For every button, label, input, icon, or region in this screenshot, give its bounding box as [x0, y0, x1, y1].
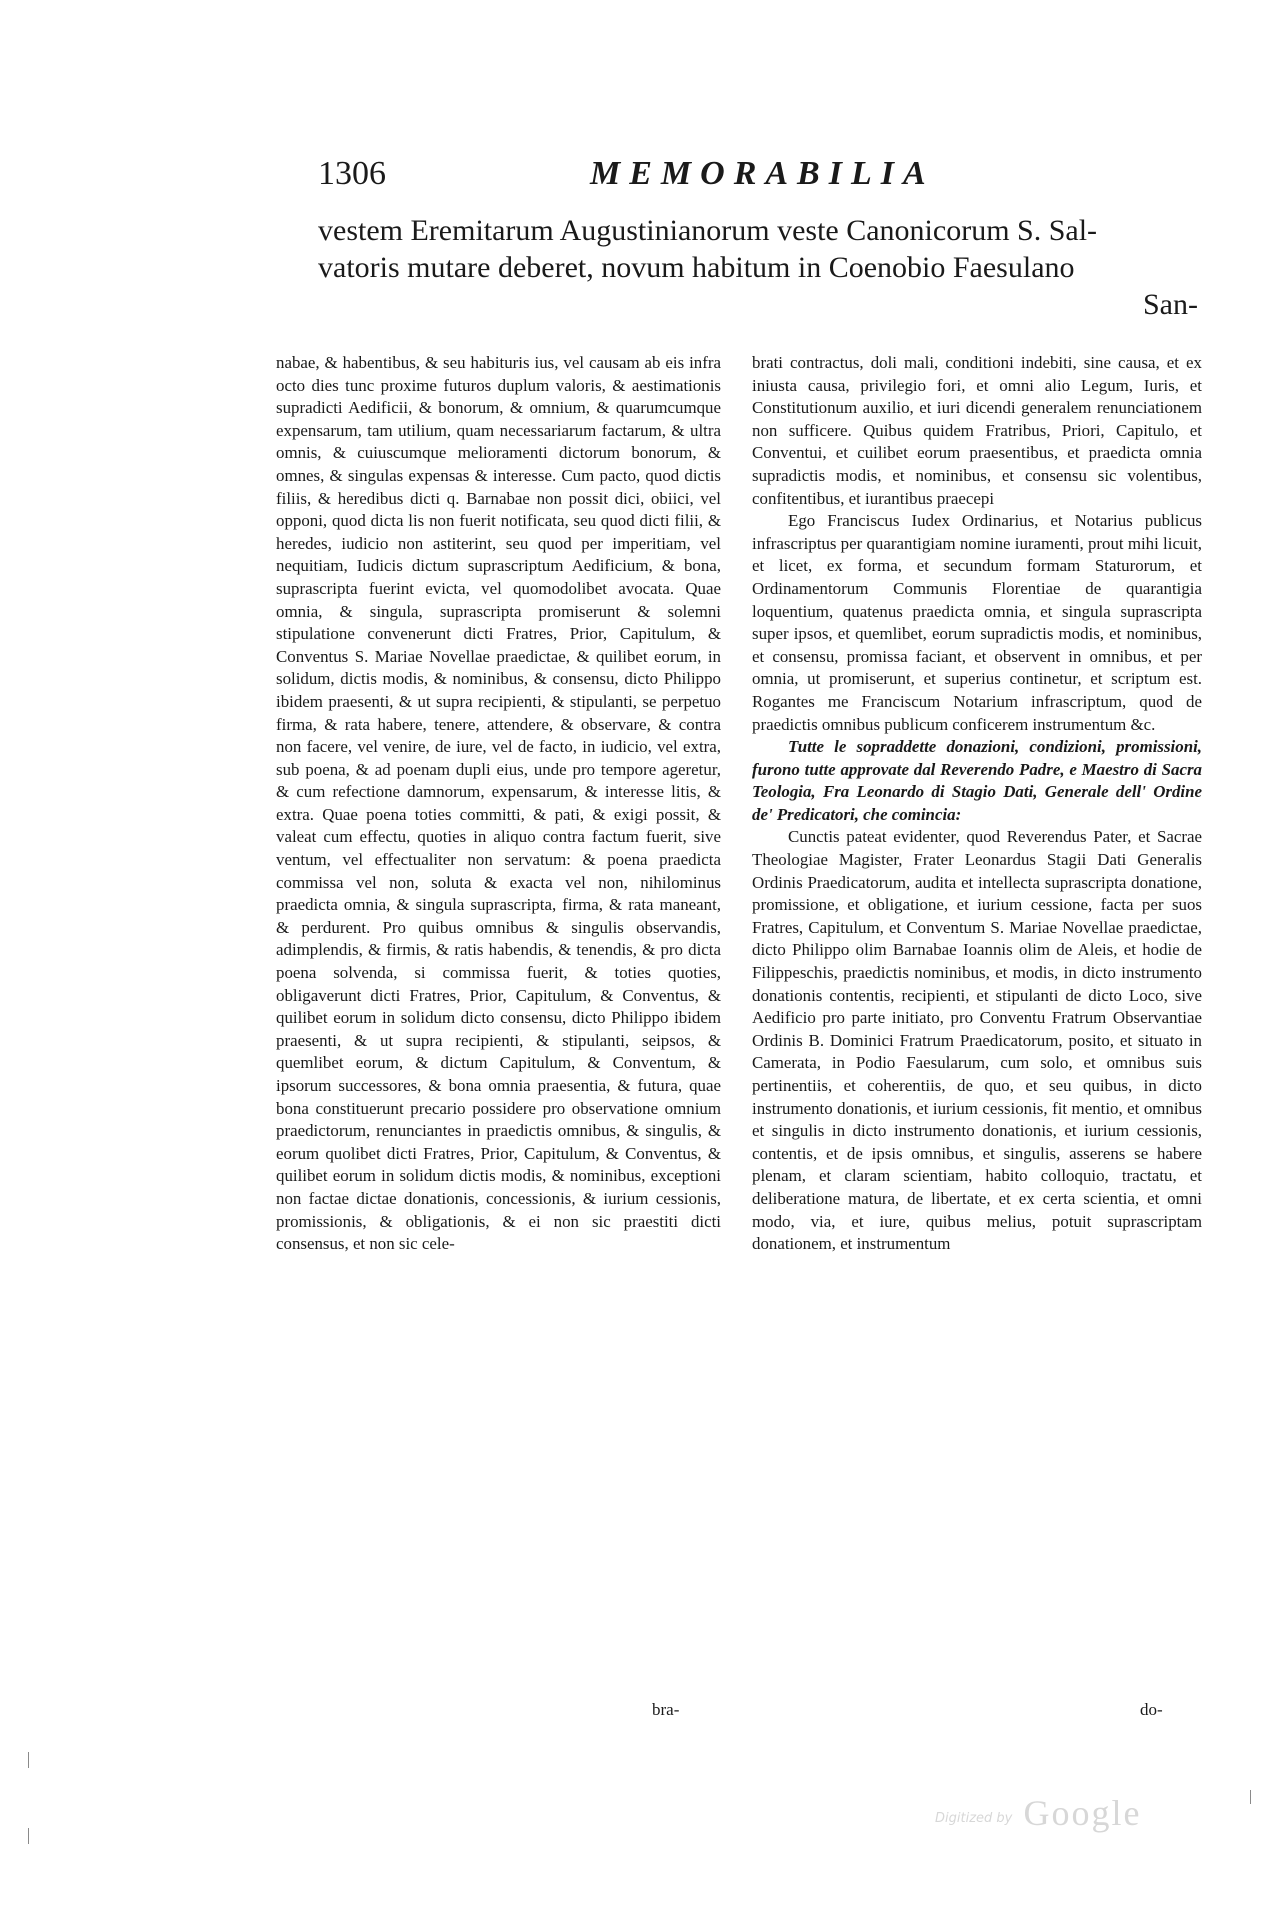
right-catchword: do-: [1140, 1700, 1163, 1719]
left-column: [276, 352, 721, 1256]
running-title: MEMORABILIA: [590, 155, 935, 192]
left-column-text: nabae, & habentibus, & seu habituris ius, vel causam ab eis infra octo dies tunc proxime futuros duplum valoris, & aestimationis supradicti Aedificii, & bonorum, & omnium, & quarumcumque expensarum, tam utilium, quam necessariarum factarum, & ultra omnis, & cuiuscumque melioramenti dictorum bonorum, & omnes, & singulas expensas & interesse. Cum pacto, quod dictis filiis, & heredibus dicti q. Barnabae non possit dici, obiici, vel opponi, quod dicta lis non fuerit notificata, seu quod dicti filii, & heredes, iudicio non astiterint, seu quod per imperitiam, vel nequitiam, Iudicis dictum suprascriptum Aedificium, & bona, suprascripta fuerint evicta, vel quomodolibet avocata. Quae omnia, & singula, suprascripta promiserunt & solemni stipulatione convenerunt dicti Fratres, Prior, Capitulum, & Conventus S. Mariae Novellae praedictae, & quilibet eorum, in solidum, dictis modis, & nominibus, & consensu, dicto Philippo ibidem praesenti, & ut supra recipienti, & stipulanti, se perpetuo firma, & rata habere, tenere, attendere, & observare, & contra non facere, vel venire, de iure, vel de facto, in iudicio, vel extra, sub poena, & ad poenam dupli eius, unde pro tempore ageretur, & cum refectione damnorum, expensarum, & interesse litis, & extra. Quae poena toties committi, & pati, & exigi possit, & valeat cum effectu, quoties in aliquo contra factum fuerit, sive ventum, vel effectualiter non servatum: & poena praedicta commissa vel non, soluta & exacta vel non, nihilominus praedicta omnia, & singula suprascripta, firma, & rata maneant, & perdurent. Pro quibus omnibus & singulis observandis, adimplendis, & firmis, & ratis habendis, & tenendis, & pro dicta poena solvenda, si commissa fuerit, & toties quoties, obligaverunt dicti Fratres, Prior, Capitulum, & Conventus, & quilibet eorum in solidum dicto consensu, dicto Philippo ibidem praesenti, & ut supra recipienti, & stipulanti, seipsos, & quemlibet eorum, & dictum Capitulum, & Conventum, & ipsorum successores, & bona omnia praesentia, & futura, quae bona constituerunt precario possidere pro observatione omnium praedictorum, renunciantes in praedictis omnibus, & singulis, & eorum quolibet dicti Fratres, Prior, Capitulum, & Conventus, & quilibet eorum in solidum dictis modis, & nominibus, exceptioni non factae dictae donationis, concessionis, & iurium cessionis, promissionis, & obligationis, & ei non sic praestiti dicti consensus, et non sic cele-: [276, 353, 721, 1254]
edge-mark: [28, 1828, 29, 1844]
italian-note: Tutte le sopraddette donazioni, condizioni, promissioni, furono tutte approvate dal Reverendo Padre, e Maestro di Sacra Teologia, Fra Leonardo di Stagio Dati, Generale dell' Ordine de' Predicatori, che comincia:: [752, 737, 1202, 824]
notary-paragraph: Ego Franciscus Iudex Ordinarius, et Notarius publicus infrascriptus per quarantigiam nomine iuramenti, prout mihi licuit, et licet, ex forma, et secundum formam Staturorum, et Ordinamentorum Communis Florentiae de quarantigia loquentium, quatenus praedicta omnia, et singula suprascripta super ipsos, et quemlibet, eorum supradictis modis, et nominibus, et consensu, promissa faciant, et observent in omnibus, et per omnia, ut promiserunt, et superius continetur, et scriptum est. Rogantes me Franciscum Notarium infrascriptum, quod de praedictis omnibus publicum conficerem instrumentum &c.: [752, 511, 1202, 734]
left-catchword: bra-: [652, 1700, 680, 1719]
intro-paragraph: [318, 212, 1198, 323]
approval-paragraph: Cunctis pateat evidenter, quod Reverendus Pater, et Sacrae Theologiae Magister, Frater Leonardus Stagii Dati Generalis Ordinis Praedicatorum, audita et intellecta suprascripta donatione, promissione, et obligatione, et iurium cessione, facta per suos Fratres, Capitulum, et Conventum S. Mariae Novellae praedictae, dicto Philippo olim Barnabae Ioannis olim de Aleis, et hodie de Filippeschis, praedictis nominibus, et modis, in dicto instrumento donationis contentis, recipienti, et stipulanti de dicto Loco, sive Aedificio pro parte initiato, pro Conventu Fratrum Observantiae Ordinis B. Dominici Fratrum Praedicatorum, posito, et situato in Camerata, in Podio Faesularum, cum solo, et omnibus suis pertinentiis, et coherentiis, de quo, et seu quibus, in dicto instrumento donationis, et iurium cessionis, fit mentio, et omnibus et singulis in dicto instrumento donationis, et iurium cessionis, contentis, et de ipsis omnibus, et singulis, asserens se habere plenam, et claram scientiam, habito colloquio, tractatu, et deliberatione matura, de libertate, et ex certa scientia, et omni modo, via, et iure, quibus melius, potuit suprascriptam donationem, et instrumentum: [752, 827, 1202, 1254]
page-number: 1306: [318, 155, 386, 192]
right-column: [752, 352, 1202, 1256]
google-logo: Google: [1023, 1793, 1142, 1833]
edge-mark: [1250, 1790, 1251, 1804]
intro-catchword: San-: [1143, 288, 1198, 321]
edge-mark: [28, 1752, 29, 1768]
intro-line: vestem Eremitarum Augustinianorum veste Canonicorum S. Sal-: [318, 214, 1098, 247]
page-header: [318, 155, 948, 195]
intro-line: vatoris mutare deberet, novum habitum in Coenobio Faesulano: [318, 251, 1075, 284]
watermark-prefix: Digitized by: [935, 1811, 1013, 1826]
right-column-text: brati contractus, doli mali, conditioni indebiti, sine causa, et ex iniusta causa, privilegio fori, et omni alio Legum, Iuris, et Constitutionum auxilio, et iuri dicendi generalem renunciationem non sufficere. Quibus quidem Fratribus, Priori, Capitulo, et Conventui, et cuilibet eorum praesentibus, et praedicta omnia supradictis modis, et nominibus, et consensu sic volentibus, confitentibus, et iurantibus praecepi: [752, 353, 1202, 508]
digitization-watermark: [935, 1792, 1141, 1834]
